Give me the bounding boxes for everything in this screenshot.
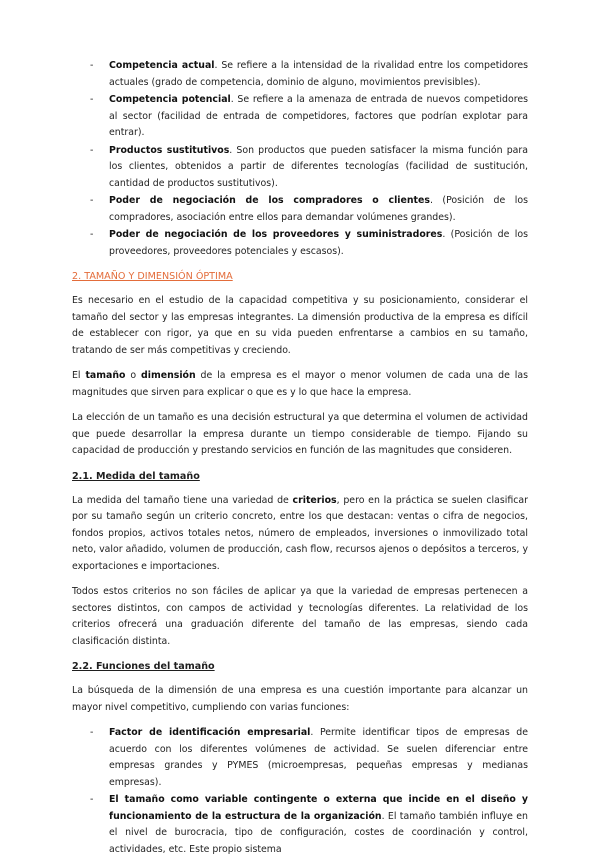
list-item xyxy=(72,143,528,193)
item-text: . (Posición de los compradores, asociación entre ellos para demandar volúmenes grandes). xyxy=(109,195,528,223)
list-item xyxy=(72,92,528,142)
paragraph: Todos estos criterios no son fáciles de aplicar ya que la variedad de empresas pertenecen a sectores distintos, con campos de actividad y tecnologías diferentes. La relatividad de los criterios ofrecerá una graduación diferente del tamaño de las empresas, siendo cada clasificación distinta. xyxy=(72,586,528,647)
size-functions-list xyxy=(72,725,528,858)
item-term: Poder de negociación de los proveedores y suministradores xyxy=(109,229,443,240)
item-term: Competencia potencial xyxy=(109,94,231,105)
list-item xyxy=(72,227,528,260)
item-text: . Son productos que pueden satisfacer la misma función para los clientes, obtenidos a partir de diferentes tecnologías (facilidad de sustitución, cantidad de productos sustitutivos). xyxy=(109,144,529,189)
item-text: . Se refiere a la amenaza de entrada de nuevos competidores al sector (facilidad de entrada de competidores, factores que podrían explotar para entrar). xyxy=(109,94,528,138)
text-run: de la empresa es el mayor o menor volumen de cada una de las magnitudes que sirven para explicar o que es y lo que hace la empresa. xyxy=(72,370,528,398)
paragraph: La búsqueda de la dimensión de una empresa es una cuestión importante para alcanzar un mayor nivel competitivo, cumpliendo con varias funciones: xyxy=(72,685,528,713)
list-dash: - xyxy=(90,144,94,156)
item-text: . Permite identificar tipos de empresas de acuerdo con los diferentes volúmenes de actividad. Se suelen diferenciar entre empresas grandes y PYMES (microempresas, pequeñas empresas y medianas empresas). xyxy=(109,727,529,788)
list-item xyxy=(72,725,528,791)
list-dash: - xyxy=(90,60,94,71)
paragraph: La elección de un tamaño es una decisión estructural ya que determina el volumen de actividad que puede desarrollar la empresa durante un tiempo considerable de tiempo. Fijando su capacidad de producción y prestando servicios en función de las magnitudes que consideren. xyxy=(72,412,528,456)
list-dash: - xyxy=(90,94,94,105)
text-run: El xyxy=(72,370,86,381)
bold-term: criterios xyxy=(292,494,337,506)
item-text: . El tamaño también influye en el nivel de burocracia, tipo de configuración, costes de coordinación y control, actividades, etc. Este propio sistema xyxy=(109,810,528,855)
paragraph xyxy=(72,493,528,576)
item-term: Factor de identificación empresarial xyxy=(109,727,311,738)
item-term: Competencia actual xyxy=(109,60,215,71)
item-text: . Se refiere a la intensidad de la rivalidad entre los competidores actuales (grado de competencia, dominio de alguno, movimientos previsibles). xyxy=(109,60,528,88)
item-term: Productos sustitutivos xyxy=(109,144,230,156)
section-title: 2. TAMAÑO Y DIMENSIÓN ÓPTIMA xyxy=(72,271,233,282)
list-item xyxy=(72,193,528,226)
text-run: La medida del tamaño tiene una variedad de xyxy=(72,494,293,506)
item-term: Poder de negociación de los compradores o clientes xyxy=(109,195,430,206)
list-dash: - xyxy=(90,195,94,206)
bold-term: tamaño xyxy=(85,370,126,381)
subsection-title: 2.1. Medida del tamaño xyxy=(72,470,200,482)
bold-term: dimensión xyxy=(141,370,196,381)
competitive-forces-list xyxy=(72,58,528,260)
text-run: , pero en la práctica se suelen clasificar por su tamaño según un criterio concreto, entre los que destacan: ventas o cifra de negocios, fondos propios, activos totales netos, número de empleados, inversiones o inmovilizado total neto, valor añadido, volumen de producción, cash flow, recursos ajenos o depósitos a terceros, y exportaciones e importaciones. xyxy=(72,494,528,572)
subsection-title: 2.2. Funciones del tamaño xyxy=(72,661,215,672)
list-item xyxy=(72,58,528,91)
text-run: o xyxy=(125,370,142,381)
list-dash: - xyxy=(90,727,94,738)
list-dash: - xyxy=(90,794,94,805)
paragraph: Es necesario en el estudio de la capacidad competitiva y su posicionamiento, considerar el tamaño del sector y las empresas integrantes. La dimensión productiva de la empresa es difícil de establecer con rigor, ya que en su vida pueden enfrentarse a cambios en su tamaño, tratando de ser más competitivas y creciendo. xyxy=(72,295,528,356)
item-term: El tamaño como variable contingente o externa que incide en el diseño y funcionamiento de la estructura de la organización xyxy=(109,794,528,822)
list-item xyxy=(72,792,528,858)
paragraph xyxy=(72,368,528,401)
list-dash: - xyxy=(90,229,94,240)
item-text: . (Posición de los proveedores, proveedores potenciales y escasos). xyxy=(109,229,528,257)
